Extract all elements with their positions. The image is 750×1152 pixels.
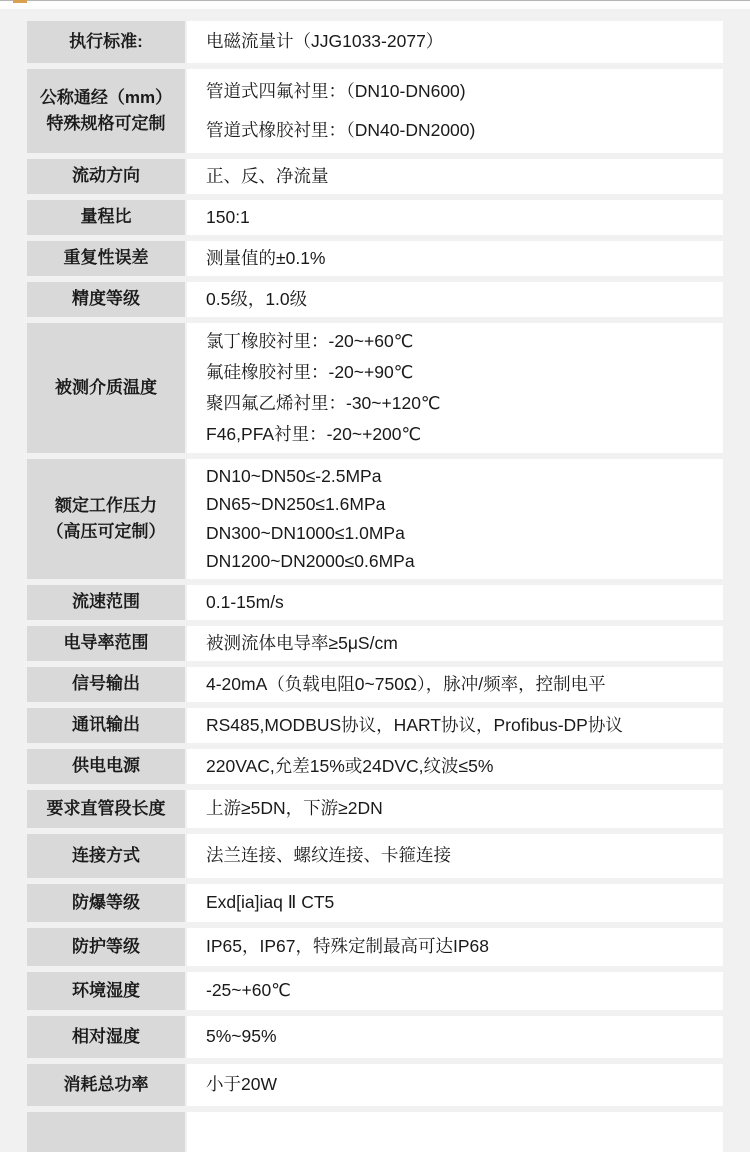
spec-value-cell <box>187 884 723 922</box>
spec-label-cell <box>27 21 185 63</box>
top-edge-strip <box>0 0 750 9</box>
spec-label-cell <box>27 159 185 194</box>
spec-label-cell <box>27 972 185 1010</box>
spec-value: 管道式橡胶衬里：（DN40-DN2000) <box>206 119 476 140</box>
spec-value: 5%~95% <box>206 1026 277 1047</box>
spec-row <box>27 282 723 317</box>
spec-label-cell <box>27 626 185 661</box>
spec-row <box>27 585 723 620</box>
spec-value-cell <box>187 626 723 661</box>
spec-label: 防爆等级 <box>72 892 140 912</box>
spec-label-cell <box>27 1064 185 1106</box>
spec-label-cell <box>27 884 185 922</box>
spec-value: RS485,MODBUS协议，HART协议，Profibus-DP协议 <box>206 714 623 735</box>
spec-label: 消耗总功率 <box>63 1074 149 1094</box>
spec-value-cell <box>187 1064 723 1106</box>
spec-value: Exd[ia]iaq Ⅱ CT5 <box>206 892 335 913</box>
spec-label-cell <box>27 241 185 276</box>
spec-value-cell <box>187 790 723 828</box>
spec-label: 信号输出 <box>72 674 140 694</box>
spec-label-cell <box>27 790 185 828</box>
spec-row <box>27 459 723 579</box>
spec-row <box>27 790 723 828</box>
spec-label-cell <box>27 708 185 743</box>
spec-value: 220VAC,允差15%或24DVC,纹波≤5% <box>206 755 494 776</box>
spec-label: （高压可定制） <box>46 522 166 541</box>
spec-value-cell <box>187 667 723 702</box>
spec-value: 上游≥5DN，下游≥2DN <box>206 798 383 819</box>
spec-value-cell <box>187 282 723 317</box>
spec-label: 防护等级 <box>72 936 140 956</box>
spec-label-cell <box>27 928 185 966</box>
spec-row <box>27 708 723 743</box>
spec-value-cell <box>187 928 723 966</box>
spec-row <box>27 241 723 276</box>
spec-row <box>27 200 723 235</box>
spec-value-cell <box>187 241 723 276</box>
spec-value-cell <box>187 1016 723 1058</box>
spec-label-cell <box>27 459 185 579</box>
spec-label: 重复性误差 <box>63 248 149 268</box>
spec-label-cell <box>27 200 185 235</box>
spec-label-cell <box>27 1016 185 1058</box>
spec-value: F46,PFA衬里：-20~+200℃ <box>206 423 422 444</box>
spec-value: 被测流体电导率≥5μS/cm <box>206 632 398 653</box>
spec-value-cell <box>187 834 723 878</box>
spec-value-cell <box>187 708 723 743</box>
spec-row <box>27 21 723 63</box>
spec-row <box>27 834 723 878</box>
spec-label-cell <box>27 749 185 784</box>
spec-label: 执行标准: <box>69 31 143 51</box>
spec-value: 0.1-15m/s <box>206 591 284 612</box>
spec-label: 相对湿度 <box>72 1026 140 1046</box>
spec-label: 通讯输出 <box>72 715 140 735</box>
spec-row <box>27 667 723 702</box>
spec-value-cell <box>187 585 723 620</box>
spec-label: 流速范围 <box>72 592 140 612</box>
spec-label: 电导率范围 <box>63 633 149 653</box>
spec-row <box>27 1112 723 1152</box>
spec-value-cell <box>187 200 723 235</box>
spec-table <box>27 21 723 1152</box>
spec-value: 氟硅橡胶衬里：-20~+90℃ <box>206 361 414 382</box>
spec-value: 小于20W <box>206 1074 277 1095</box>
spec-value-cell <box>187 972 723 1010</box>
spec-value-cell <box>187 459 723 579</box>
spec-label: 环境湿度 <box>72 980 140 1000</box>
spec-value: 正、反、净流量 <box>206 165 329 186</box>
spec-label-cell <box>27 282 185 317</box>
spec-row <box>27 69 723 153</box>
spec-value: 4-20mA（负载电阻0~750Ω），脉冲/频率，控制电平 <box>206 673 606 694</box>
cropped-content-artifact <box>13 0 27 3</box>
spec-row <box>27 749 723 784</box>
spec-label: 供电电源 <box>72 756 140 776</box>
spec-row <box>27 323 723 453</box>
spec-value: 聚四氟乙烯衬里：-30~+120℃ <box>206 392 441 413</box>
spec-label-cell <box>27 69 185 153</box>
spec-value: DN1200~DN2000≤0.6MPa <box>206 551 415 572</box>
spec-value: 氯丁橡胶衬里：-20~+60℃ <box>206 330 414 351</box>
spec-value: DN10~DN50≤-2.5MPa <box>206 465 382 486</box>
spec-label-cell <box>27 667 185 702</box>
spec-label-cell <box>27 585 185 620</box>
spec-label: 连接方式 <box>72 845 140 865</box>
spec-label: 要求直管段长度 <box>46 798 166 818</box>
spec-label: 额定工作压力 <box>55 495 157 515</box>
spec-value-cell <box>187 21 723 63</box>
spec-value-cell <box>187 323 723 453</box>
spec-row <box>27 972 723 1010</box>
spec-row <box>27 1016 723 1058</box>
spec-value: -25~+60℃ <box>206 980 291 1001</box>
spec-value: 0.5级，1.0级 <box>206 288 308 309</box>
spec-value: DN65~DN250≤1.6MPa <box>206 494 386 515</box>
spec-value: 法兰连接、螺纹连接、卡箍连接 <box>206 845 451 866</box>
spec-value-cell <box>187 159 723 194</box>
spec-value: 测量值的±0.1% <box>206 247 326 268</box>
spec-label: 流动方向 <box>72 166 140 186</box>
spec-value: 150:1 <box>206 206 250 227</box>
spec-value: 管道式四氟衬里：（DN10-DN600) <box>206 80 466 101</box>
spec-row <box>27 626 723 661</box>
spec-label: 量程比 <box>80 207 132 227</box>
spec-label: 特殊规格可定制 <box>46 114 166 133</box>
spec-value: 电磁流量计（JJG1033-2077） <box>206 31 444 52</box>
spec-value-cell <box>187 69 723 153</box>
spec-label: 被测介质温度 <box>55 377 157 397</box>
spec-value: IP65，IP67，特殊定制最高可达IP68 <box>206 936 489 957</box>
spec-value: DN300~DN1000≤1.0MPa <box>206 522 405 543</box>
spec-label: 公称通经（mm） <box>39 87 173 107</box>
spec-row <box>27 1064 723 1106</box>
spec-label: 精度等级 <box>72 289 140 309</box>
spec-value-cell <box>187 1112 723 1152</box>
spec-row <box>27 884 723 922</box>
spec-row <box>27 928 723 966</box>
spec-label-cell <box>27 834 185 878</box>
spec-value-cell <box>187 749 723 784</box>
spec-row <box>27 159 723 194</box>
spec-label-cell <box>27 1112 185 1152</box>
spec-label-cell <box>27 323 185 453</box>
